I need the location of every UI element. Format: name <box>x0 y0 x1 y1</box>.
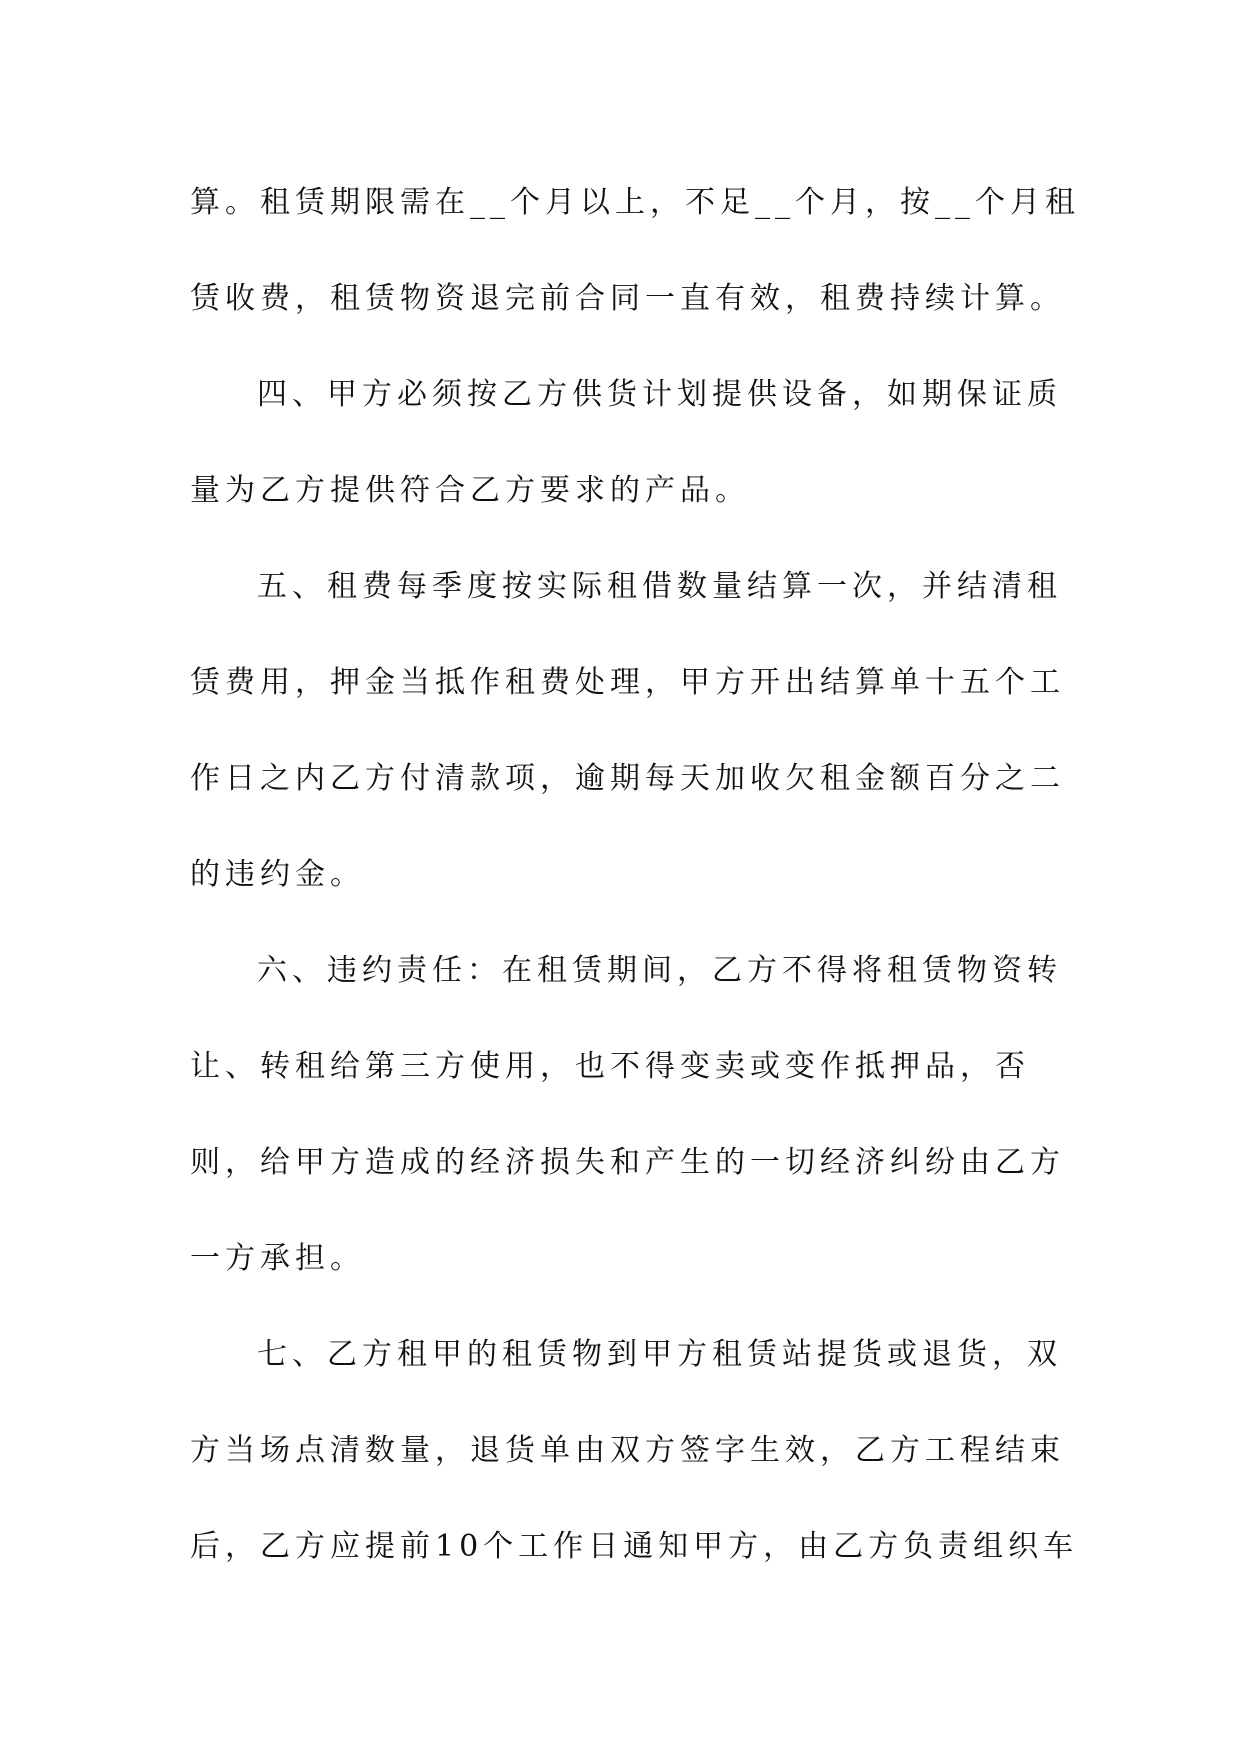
text-line: 则，给甲方造成的经济损失和产生的一切经济纠纷由乙方 <box>190 1145 1065 1180</box>
text-line: 量为乙方提供符合乙方要求的产品。 <box>190 473 750 508</box>
text-line: 作日之内乙方付清款项，逾期每天加收欠租金额百分之二 <box>190 761 1065 796</box>
text-line: 后，乙方应提前10个工作日通知甲方，由乙方负责组织车 <box>190 1529 1079 1564</box>
paragraph-4-line: 四、甲方必须按乙方供货计划提供设备，如期保证质 <box>257 377 1062 412</box>
text-line: 方当场点清数量，退货单由双方签字生效，乙方工程结束 <box>190 1433 1065 1468</box>
paragraph-6-line: 六、违约责任：在租赁期间，乙方不得将租赁物资转 <box>257 953 1062 988</box>
paragraph-7-line: 七、乙方租甲的租赁物到甲方租赁站提货或退货，双 <box>257 1337 1062 1372</box>
text-line: 一方承担。 <box>190 1241 365 1276</box>
text-line: 的违约金。 <box>190 857 365 892</box>
text-line: 算。租赁期限需在__个月以上，不足__个月，按__个月租 <box>190 185 1080 220</box>
text-line: 赁费用，押金当抵作租费处理，甲方开出结算单十五个工 <box>190 665 1065 700</box>
text-line: 让、转租给第三方使用，也不得变卖或变作抵押品，否 <box>190 1049 1030 1084</box>
paragraph-5-line: 五、租费每季度按实际租借数量结算一次，并结清租 <box>257 569 1062 604</box>
text-line: 赁收费，租赁物资退完前合同一直有效，租费持续计算。 <box>190 281 1065 316</box>
